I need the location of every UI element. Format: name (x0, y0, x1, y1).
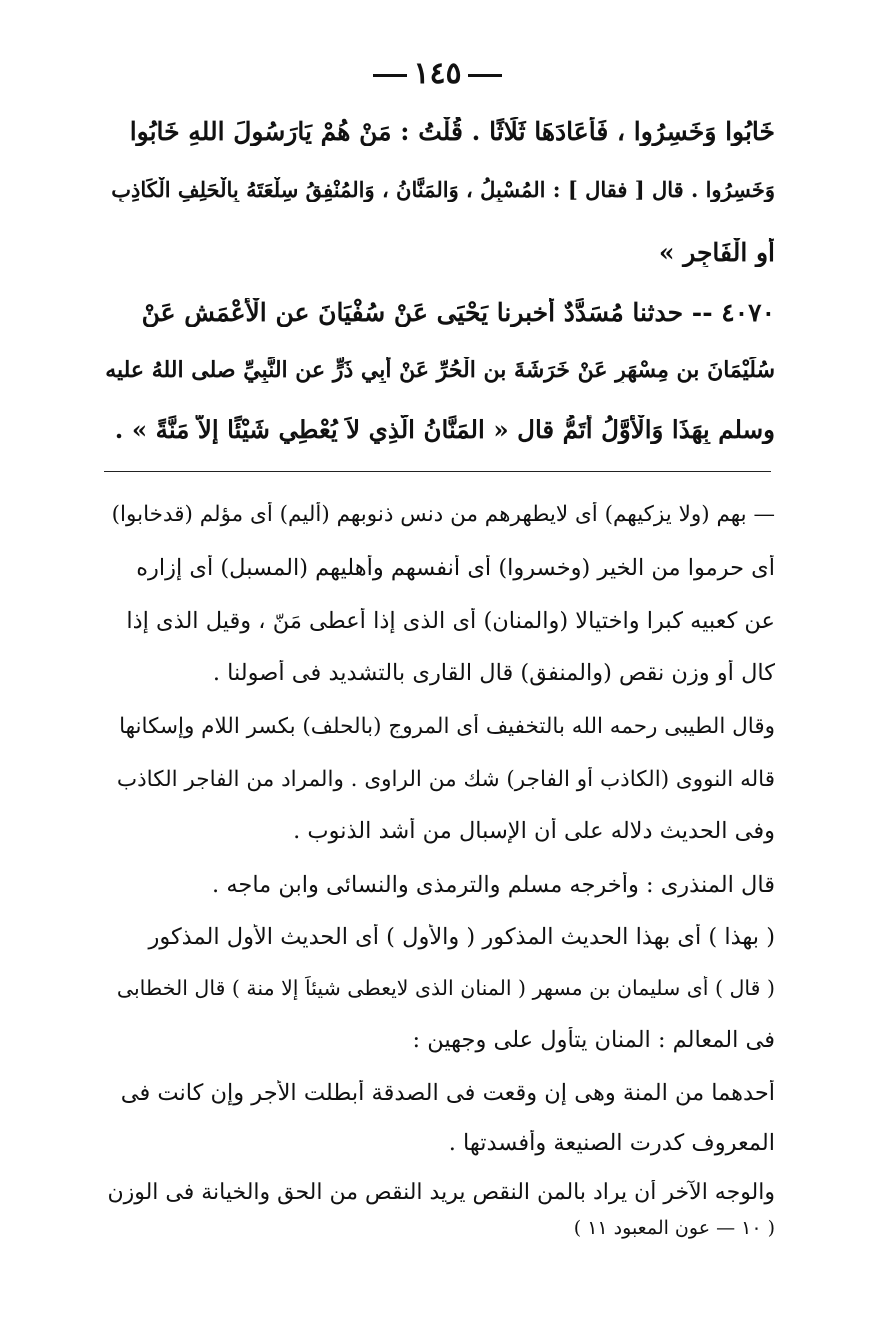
hadith-line: وَخَسِرُوا . قال [ فقال ] : المُسْبِلُ ، وَالمَنَّانُ ، وَالمُنْفِقُ سِلْعَتَهُ بِالْحَلِفِ الْكَاذِبِ (111, 177, 775, 202)
commentary-line: ( بهذا ) أى بهذا الحديث المذكور ( والأول ) أى الحديث الأول المذكور (148, 924, 775, 950)
commentary-line: وقال الطيبى رحمه الله بالتخفيف أى المروج (بالحلف) بكسر اللام وإسكانها (119, 714, 775, 739)
page-number: ١٤٥ (0, 56, 875, 91)
hadith-number-line: ٤٠٧٠ -- حدثنا مُسَدَّدٌ أخبرنا يَحْيَى عَنْ سُفْيَانَ عن الْأَعْمَشِ عَنْ (141, 298, 775, 327)
commentary-line: أحدهما من المنة وهى إن وقعت فى الصدقة أبطلت الأجر وإن كانت فى (120, 1080, 775, 1106)
commentary-line: — بهم (ولا يزكيهم) أى لايطهرهم من دنس ذنوبهم (أليم) أى مؤلم (قدخابوا) (111, 502, 775, 527)
hadith-line: وسلم بِهَذَا وَالْأَوَّلُ أَتَمُّ قال « المَنَّانُ الَّذِي لاَ يُعْطِي شَيْئًا إلاَّ مَنَّةً » . (114, 415, 775, 444)
commentary-line: ( قال ) أى سليمان بن مسهر ( المنان الذى لايعطى شيئاً إلا منة ) قال الخطابى (116, 976, 775, 1000)
divider (104, 471, 771, 472)
commentary-line: كال أو وزن نقص (والمنفق) قال القارى بالتشديد فى أصولنا . (212, 660, 775, 686)
commentary-line: أى حرموا من الخير (وخسروا) أى أنفسهم وأهليهم (المسبل) أى إزاره (136, 555, 775, 581)
commentary-line: قال المنذرى : وأخرجه مسلم والترمذى والنسائى وابن ماجه . (212, 872, 775, 898)
commentary-line: وفى الحديث دلاله على أن الإسبال من أشد الذنوب . (293, 818, 775, 844)
hadith-line: سُلَيْمَانَ بن مِسْهَرٍ عَنْ خَرَشَةَ بن الْحُرِّ عَنْ أَبِي ذَرٍّ عن النَّبِيِّ صلى اللهُ عليه (105, 357, 775, 383)
commentary-line: قاله النووى (الكاذب أو الفاجر) شك من الراوى . والمراد من الفاجر الكاذب (116, 767, 775, 792)
commentary-line: المعروف كدرت الصنيعة وأفسدتها . (448, 1130, 775, 1156)
dash-right (468, 74, 502, 77)
signature-footer: ( ١٠ — عون المعبود ١١ ) (573, 1217, 775, 1239)
commentary-line: والوجه الآخر أن يراد بالمن النقص يريد النقص من الحق والخيانة فى الوزن (107, 1180, 775, 1205)
commentary-line: عن كعبيه كبرا واختيالا (والمنان) أى الذى إذا أعطى مَنّ ، وقيل الذى إذا (126, 608, 775, 634)
hadith-line: خَابُوا وَخَسِرُوا ، فَأَعَادَهَا ثَلَاثًا . قُلْتُ : مَنْ هُمْ يَارَسُولَ اللهِ خَابُوا (129, 117, 775, 146)
commentary-line: فى المعالم : المنان يتأول على وجهين : (412, 1027, 775, 1053)
hadith-line: أَوِ الْفَاجِرِ » (658, 238, 775, 267)
dash-left (373, 74, 407, 77)
